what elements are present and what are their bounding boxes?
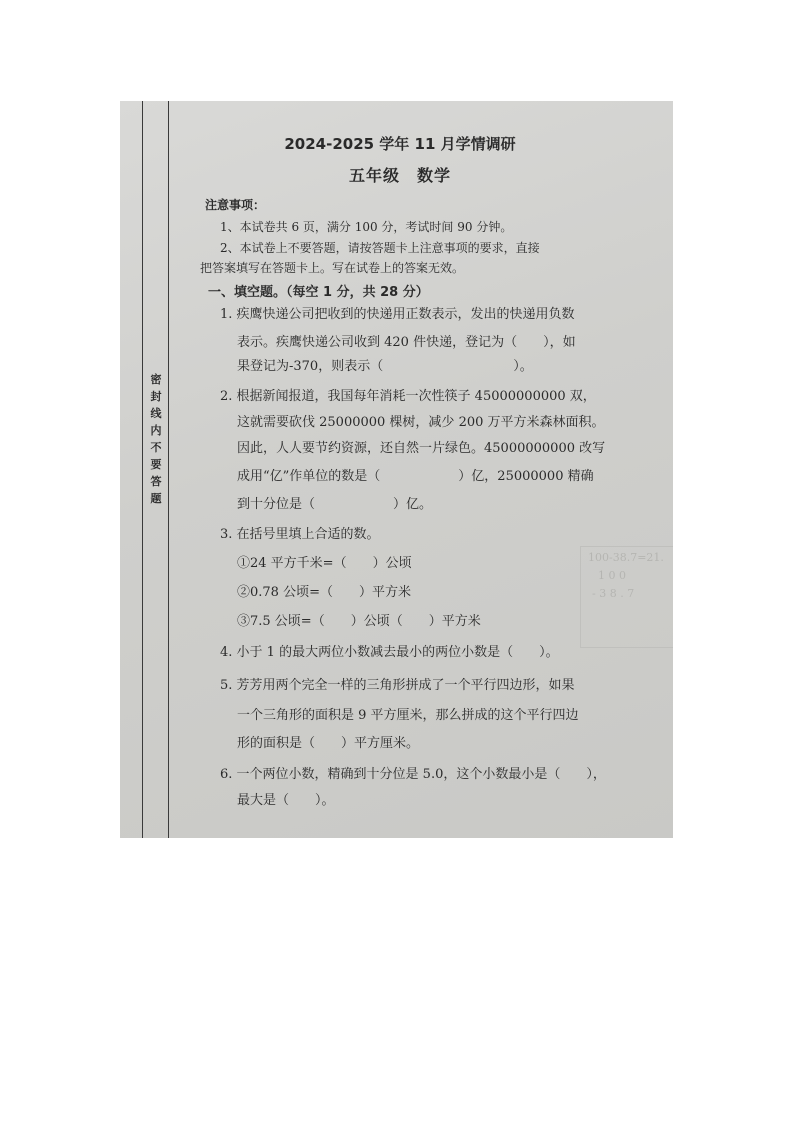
- question-line: 3. 在括号里填上合适的数。: [220, 527, 380, 542]
- question-line: 1. 疾鹰快递公司把收到的快递用正数表示，发出的快递用负数: [220, 307, 575, 322]
- seal-line-notice: [148, 371, 164, 507]
- question-line: 6. 一个两位小数，精确到十分位是 5.0，这个小数最小是（ ），: [220, 767, 606, 782]
- question-line: ①24 平方千米=（ ）公顷: [237, 556, 412, 571]
- seal-char: 封: [150, 390, 162, 403]
- notice-line: 1、本试卷共 6 页，满分 100 分，考试时间 90 分钟。: [220, 220, 513, 234]
- question-line: 这就需要砍伐 25000000 棵树，减少 200 万平方米森林面积。: [237, 415, 605, 430]
- scanned-exam-photo: [120, 101, 673, 838]
- binding-line-inner: [168, 101, 169, 838]
- seal-char: 答: [150, 475, 162, 488]
- question-line: 一个三角形的面积是 9 平方厘米，那么拼成的这个平行四边: [237, 708, 579, 723]
- bleed-through-text: 1 0 0: [598, 569, 626, 582]
- binding-line-outer: [142, 101, 143, 838]
- seal-char: 要: [150, 458, 162, 471]
- question-line: 成用“亿”作单位的数是（ ）亿，25000000 精确: [237, 469, 594, 484]
- seal-char: 内: [150, 424, 162, 437]
- question-line: ③7.5 公顷=（ ）公顷（ ）平方米: [237, 614, 481, 629]
- question-line: 2. 根据新闻报道，我国每年消耗一次性筷子 45000000000 双，: [220, 389, 596, 404]
- exam-subtitle: 五年级 数学: [348, 166, 451, 185]
- question-line: 表示。疾鹰快递公司收到 420 件快递，登记为（ ），如: [237, 335, 576, 350]
- question-line: 因此，人人要节约资源，还自然一片绿色。45000000000 改写: [237, 441, 606, 456]
- question-line: 果登记为-370，则表示（ ）。: [237, 359, 533, 374]
- section-heading: 一、填空题。（每空 1 分，共 28 分）: [208, 285, 429, 300]
- notice-heading: 注意事项：: [205, 198, 266, 212]
- bleed-through-text: - 3 8 . 7: [592, 587, 635, 600]
- question-line: 4. 小于 1 的最大两位小数减去最小的两位小数是（ ）。: [220, 645, 559, 660]
- notice-line: 把答案填写在答题卡上。写在试卷上的答案无效。: [200, 261, 465, 275]
- seal-char: 线: [150, 407, 162, 420]
- notice-line: 2、本试卷上不要答题，请按答题卡上注意事项的要求，直接: [220, 241, 540, 255]
- question-line: 5. 芳芳用两个完全一样的三角形拼成了一个平行四边形，如果: [220, 678, 575, 693]
- question-line: 形的面积是（ ）平方厘米。: [237, 736, 420, 751]
- question-line: 最大是（ ）。: [237, 793, 335, 808]
- bleed-through-text: 100-38.7=21.: [588, 551, 664, 564]
- seal-char: 题: [150, 492, 162, 505]
- seal-char: 不: [150, 441, 162, 454]
- question-line: 到十分位是（ ）亿。: [237, 497, 433, 512]
- seal-char: 密: [150, 373, 162, 386]
- exam-title: 2024-2025 学年 11 月学情调研: [284, 135, 516, 153]
- question-line: ②0.78 公顷=（ ）平方米: [237, 585, 411, 600]
